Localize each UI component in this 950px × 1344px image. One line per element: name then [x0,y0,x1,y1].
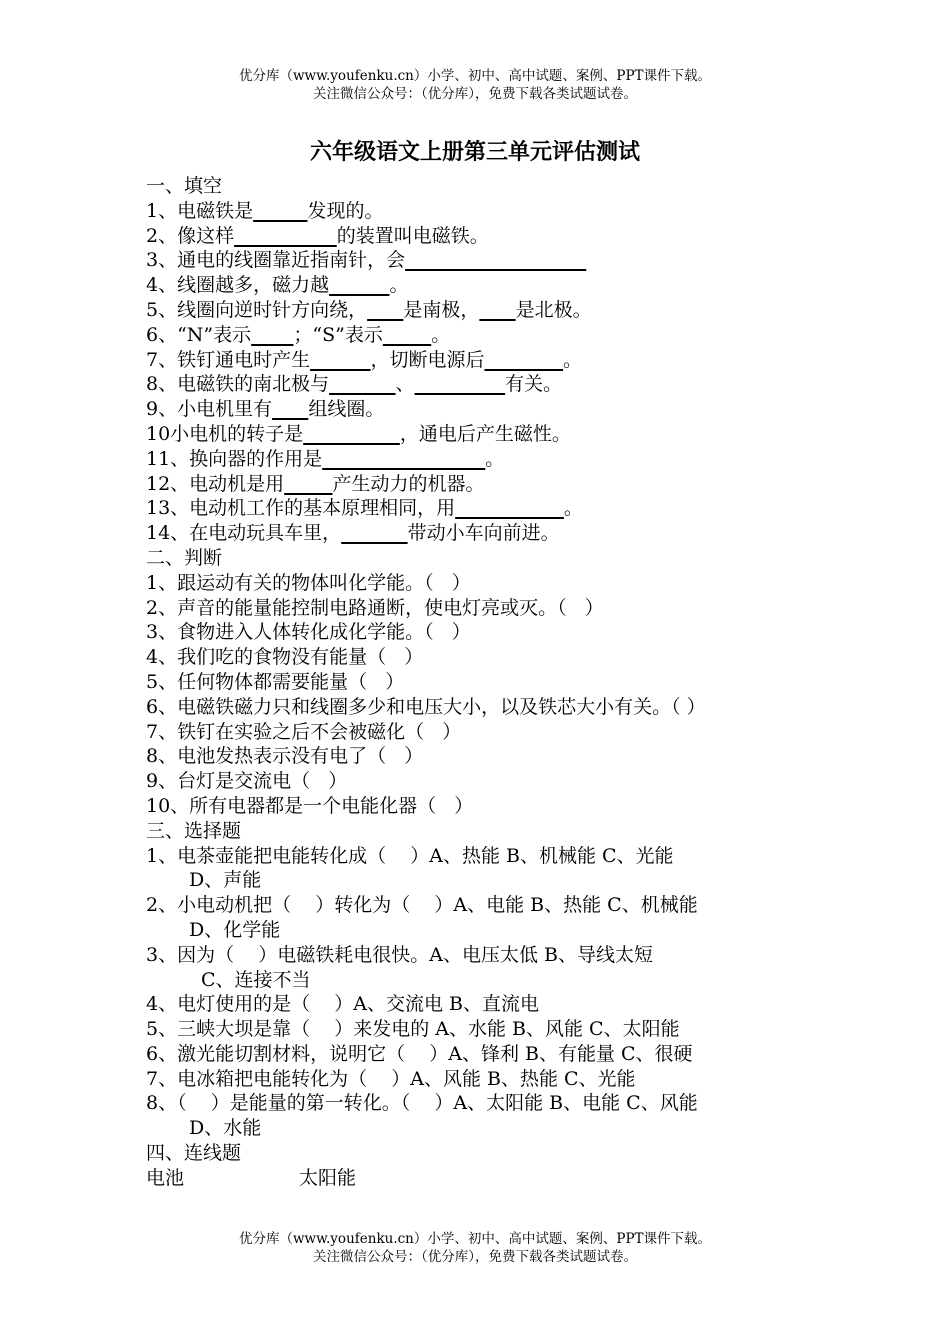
answer-blank [341,522,407,544]
judge-item: 2、声音的能量能控制电路通断，使电灯亮或灭。（ ） [146,596,604,619]
header-line-1: 优分库（www.youfenku.cn）小学、初中、高中试题、案例、PPT课件下载。 [238,68,712,84]
answer-blank [405,249,586,271]
choice-item: 8、（ ）是能量的第一转化。（ ）A、太阳能 B、电能 C、风能 [146,1092,698,1115]
choice-item: 1、电茶壶能把电能转化成（ ）A、热能 B、机械能 C、光能 [146,844,674,867]
fill-item-11: 11、换向器的作用是 。 [146,447,505,470]
fill-item-3: 3、通电的线圈靠近指南针，会 [146,248,816,273]
choice-item: 4、电灯使用的是（ ）A、交流电 B、直流电 [146,993,539,1016]
answer-blank [415,373,506,395]
header-line-2: 关注微信公众号：（优分库），免费下载各类试题试卷。 [313,86,637,102]
section-heading: 一、填空 [146,175,223,197]
match-right: 太阳能 [299,1166,357,1189]
footer-line-2: 关注微信公众号：（优分库），免费下载各类试题试卷。 [313,1249,637,1265]
section-heading: 四、连线题 [146,1142,242,1165]
answer-blank [322,448,485,470]
judge-item: 4、我们吃的食物没有能量（ ） [146,646,424,669]
choice-item: 7、电冰箱把电能转化为（ ）A、风能 B、热能 C、光能 [146,1067,636,1090]
judge-item: 5、任何物体都需要能量（ ） [146,670,405,693]
footer-line-1: 优分库（www.youfenku.cn）小学、初中、高中试题、案例、PPT课件下载。 [238,1231,712,1247]
answer-blank [234,225,337,247]
choice-item: 3、因为（ ）电磁铁耗电很快。A、电压太低 B、导线太短 [146,943,653,966]
section-heading: 二、判断 [146,546,223,569]
answer-blank [367,299,403,321]
page-footer [0,1230,950,1266]
fill-item-5: 5、线圈向逆时针方向绕， 是南极， 是北极。 [146,298,592,321]
answer-blank [329,373,395,395]
answer-blank [253,200,307,222]
judge-item: 8、电池发热表示没有电了（ ） [146,745,424,768]
section-heading: 三、选择题 [146,819,242,842]
choice-item: 6、激光能切割材料，说明它（ ）A、锋利 B、有能量 C、很硬 [146,1042,693,1065]
choice-option-continued: C、连接不当 [201,968,311,991]
answer-blank [251,324,293,346]
judge-item: 9、台灯是交流电（ ） [146,770,348,793]
answer-blank [284,473,332,495]
answer-blank [329,274,389,296]
fill-item-9: 9、小电机里有 组线圈。 [146,398,385,421]
fill-item-2: 2、像这样 的装置叫电磁铁。 [146,224,489,247]
fill-item-12: 12、电动机是用 产生动力的机器。 [146,472,485,495]
judge-item: 6、电磁铁磁力只和线圈多少和电压大小，以及铁芯大小有关。（ ） [146,695,706,718]
fill-item-8: 8、电磁铁的南北极与 、 有关。 [146,373,563,396]
choice-item: 5、三峡大坝是靠（ ）来发电的 A、水能 B、风能 C、太阳能 [146,1018,680,1041]
match-row [146,1166,816,1191]
page-title: 六年级语文上册第三单元评估测试 [309,139,640,165]
fill-item-14: 14、在电动玩具车里， 带动小车向前进。 [146,522,560,545]
page-header [0,67,950,103]
choice-option-continued: D、水能 [189,1117,262,1140]
fill-item-1: 1、电磁铁是 发现的。 [146,199,384,222]
answer-blank [303,423,400,445]
choice-option-continued: D、化学能 [189,918,281,941]
choice-option-continued: D、声能 [189,869,262,892]
answer-blank [383,324,431,346]
fill-item-13: 13、电动机工作的基本原理相同，用 。 [146,497,583,520]
answer-blank [310,349,370,371]
answer-blank [479,299,515,321]
judge-item: 1、跟运动有关的物体叫化学能。（ ） [146,571,471,594]
fill-item-4: 4、线圈越多，磁力越 。 [146,274,409,297]
judge-item: 3、食物进入人体转化成化学能。（ ） [146,621,471,644]
judge-item: 10、所有电器都是一个电能化器（ ） [146,794,474,817]
worksheet-body [146,174,816,1191]
judge-item: 7、铁钉在实验之后不会被磁化（ ） [146,720,462,743]
fill-item-7: 7、铁钉通电时产生 ，切断电源后 。 [146,348,583,371]
answer-blank [485,349,564,371]
match-left: 电池 [146,1166,185,1189]
choice-item: 2、小电动机把（ ）转化为（ ）A、电能 B、热能 C、机械能 [146,894,698,917]
answer-blank [272,398,308,420]
answer-blank [455,497,564,519]
fill-item-10: 10小电机的转子是 ，通电后产生磁性。 [146,422,571,445]
fill-item-6: 6、“N”表示 ；“S”表示 。 [146,323,451,346]
